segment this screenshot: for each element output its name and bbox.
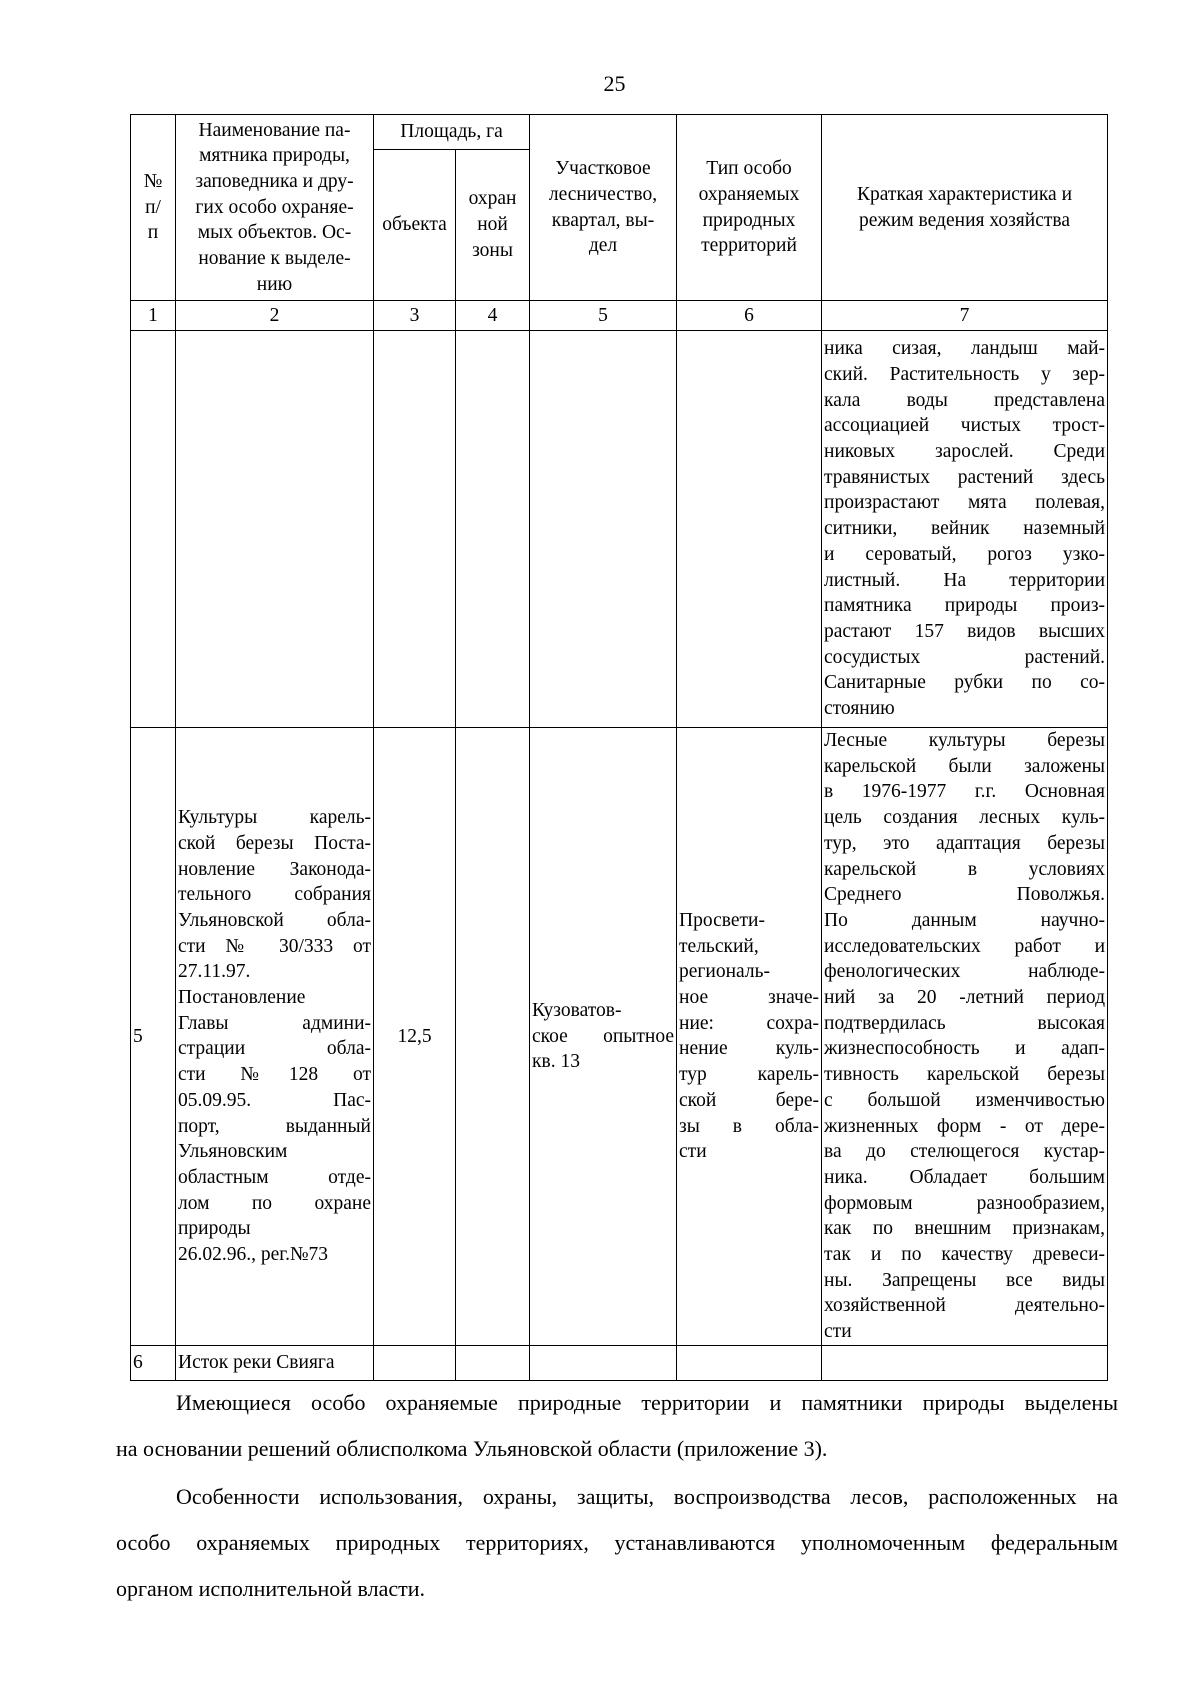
text-line: Постановление [178,987,306,1009]
text-line: п/ [145,196,161,218]
text-line: режим ведения хозяйства [859,209,1070,231]
area-object [374,1345,456,1380]
text-line: № [143,170,163,192]
text-line: Культуры карель- [178,807,371,829]
text-line: сти [824,1321,852,1343]
column-number: 7 [822,301,1108,331]
header-area-zone [456,150,530,301]
text-line: Кузоватов- [532,999,622,1021]
area-zone [456,1345,530,1380]
table-row [131,1345,1108,1380]
text-line: ника. Обладает большим [824,1166,1106,1188]
paragraph-line: на основании решений облисполкома Ульяновской области (приложение 3). [116,1436,828,1461]
text-line: Санитарные рубки по со- [824,672,1106,694]
text-line: дел [588,235,618,257]
forestry [530,331,677,728]
text-line: Ульяновским [178,1141,288,1163]
protection-type [677,728,822,1346]
column-number: 2 [176,301,374,331]
text-line: формовым разнообразием, [824,1192,1106,1214]
text-line: ника сизая, ландыш май- [824,338,1106,360]
text-line: листный. На территории [824,569,1106,591]
text-line: мятника природы, [199,145,350,167]
text-line: цель создания лесных куль- [824,807,1106,829]
header-area-object: объекта [374,150,456,301]
text-line: и сероватый, рогоз узко- [824,543,1106,565]
text-line: Исток реки Свияга [178,1352,335,1374]
text-line: никовых зарослей. Среди [824,441,1106,463]
column-number: 5 [530,301,677,331]
text-line: Участковое [555,158,651,180]
text-line: 05.09.95. Пас- [178,1089,371,1111]
text-line: сти № 30/333 от [178,935,371,957]
text-line: кв. 13 [532,1051,580,1073]
header-forestry [530,115,677,301]
table-row [131,331,1108,728]
text-line: зоны [472,239,513,261]
header-name [176,115,374,301]
area-zone [456,331,530,728]
row-number: 6 [131,1345,176,1380]
text-line: с большой изменчивостью [824,1089,1106,1111]
text-line: Главы админи- [178,1012,371,1034]
paragraph-line: органом исполнительной власти. [116,1576,426,1601]
column-numbers-row [131,301,1108,331]
text-line: ситники, вейник наземный [824,518,1106,540]
text-line: региональ- [679,961,770,983]
paragraph-1 [116,1380,1118,1472]
text-line: стоянию [824,698,895,720]
text-line: Просвети- [679,909,765,931]
text-line: заповедника и дру- [195,170,354,192]
page-number: 25 [603,71,626,96]
text-line: нию [256,273,293,295]
text-line: исследовательских работ и [824,935,1106,957]
text-line: тельного собрания [178,884,371,906]
text-line: охран [468,188,517,210]
text-line: жизнеспособность и адап- [824,1038,1106,1060]
text-line: карельской были заложены [824,755,1106,777]
header-area: Площадь, га [374,115,530,150]
text-line: травянистых растений здесь [824,466,1106,488]
text-line: нование к выделе- [198,248,351,270]
text-line: так и по качеству древеси- [824,1244,1106,1266]
text-line: гих особо охраняе- [195,196,354,218]
text-line: мых объектов. Ос- [197,222,352,244]
paragraph-line: Имеющиеся особо охраняемые природные территории и памятники природы выделены [176,1390,1118,1415]
object-name [176,728,374,1346]
text-line: страции обла- [178,1038,371,1060]
column-number: 3 [374,301,456,331]
text-line: карельской в условиях [824,858,1106,880]
text-line: новление Законода- [178,858,371,880]
text-line: сосудистых растений. [824,646,1106,668]
text-line: природных [702,209,796,231]
column-number: 6 [677,301,822,331]
text-line: Лесные культуры березы [824,730,1106,751]
text-line: ние: сохра- [679,1012,820,1034]
forestry [530,728,677,1346]
text-line: сти [679,1141,707,1163]
text-line: тельский, [679,935,759,957]
description [822,1345,1108,1380]
text-line: ва до стелющегося кустар- [824,1141,1106,1163]
text-line: ский. Растительность у зер- [824,363,1106,385]
object-name [176,1345,374,1380]
text-line: природы [178,1218,251,1240]
text-line: областным отде- [178,1166,371,1188]
text-line: ской березы Поста- [178,832,371,854]
text-line: ассоциацией чистых трост- [824,415,1106,437]
text-line: тур, это адаптация березы [824,832,1106,854]
table-row [131,728,1108,1346]
text-line: сти №128 от [178,1064,371,1086]
text-line: жизненных форм - от дере- [824,1115,1106,1137]
description [822,331,1108,728]
text-line: произрастают мята полевая, [824,492,1106,514]
text-line: в 1976-1977 г.г. Основная [824,781,1106,803]
header-number [131,115,176,301]
text-line: тур карель- [679,1064,820,1086]
text-line: территорий [701,235,797,257]
text-line: По данным научно- [824,909,1106,931]
text-line: Ульяновской обла- [178,909,371,931]
text-line: Краткая характеристика и [857,183,1073,205]
header-type [677,115,822,301]
column-number: 1 [131,301,176,331]
area-zone [456,728,530,1346]
text-line: Наименование па- [198,119,351,141]
text-line: порт, выданный [178,1115,371,1137]
row-number: 5 [131,728,176,1346]
text-line: охраняемых [698,183,800,205]
text-line: Тип особо [706,158,792,180]
text-line: растают 157 видов высших [824,620,1106,642]
text-line: кала воды представлена [824,389,1106,411]
text-line: нение куль- [679,1038,820,1060]
text-line: 26.02.96., рег.№73 [178,1244,329,1266]
object-name [176,331,374,728]
text-line: квартал, вы- [551,209,655,231]
paragraph-line: Особенности использования, охраны, защиты, воспроизводства лесов, расположенных на [176,1484,1118,1509]
text-line: как по внешним признакам, [824,1218,1106,1240]
paragraph-line: особо охраняемых природных территориях, устанавливаются уполномоченным федеральным [116,1530,1118,1555]
protection-type [677,1345,822,1380]
forestry [530,1345,677,1380]
row-number [131,331,176,728]
text-line: ное значе- [679,987,820,1009]
text-line: лом по охране [178,1192,371,1214]
protected-areas-table [130,114,1108,1381]
header-description [822,115,1108,301]
text-line: ской бере- [679,1089,820,1111]
text-line: фенологических наблюде- [824,961,1106,983]
text-line: 27.11.97. [178,961,251,983]
protection-type [677,331,822,728]
text-line: ское опытное [532,1025,675,1047]
text-line: п [147,222,159,244]
text-line: подтвердилась высокая [824,1012,1106,1034]
paragraph-2 [116,1474,1118,1612]
text-line: зы в обла- [679,1115,820,1137]
description [822,728,1108,1346]
text-line: памятника природы произ- [824,595,1106,617]
text-line: Среднего Поволжья. [824,884,1106,906]
text-line: ний за 20 -летний период [824,987,1106,1009]
column-number: 4 [456,301,530,331]
area-object: 12,5 [374,728,456,1346]
text-line: ны. Запрещены все виды [824,1269,1106,1291]
text-line: хозяйственной деятельно- [824,1295,1106,1317]
area-object [374,331,456,728]
text-line: тивность карельской березы [824,1064,1106,1086]
text-line: лесничество, [548,183,658,205]
text-line: ной [477,214,508,236]
